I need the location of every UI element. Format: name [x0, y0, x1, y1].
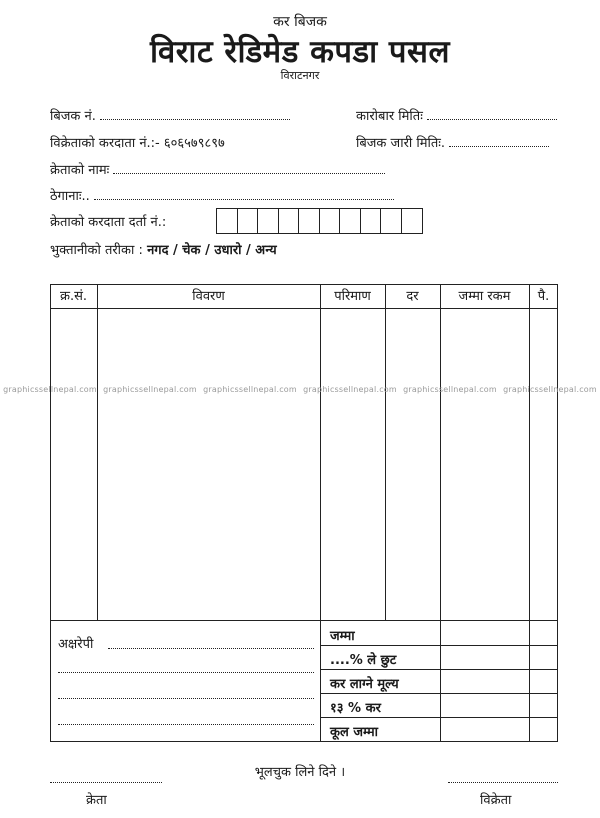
- header-rate: दर: [406, 289, 419, 304]
- buyer-pan-label: क्रेताको करदाता दर्ता नं.:: [50, 215, 167, 230]
- issue-date-dots: [449, 136, 549, 147]
- items-table: [50, 284, 558, 742]
- seller-pan-value: ६०६५७९८९७: [163, 136, 225, 151]
- header-paisa: पै.: [537, 289, 550, 304]
- doc-type: कर बिजक: [273, 14, 327, 30]
- col-divider: [385, 284, 386, 620]
- buyer-pan-field: [50, 212, 166, 230]
- pan-box[interactable]: [238, 209, 259, 233]
- footer-row-line: [320, 693, 558, 694]
- pan-box[interactable]: [361, 209, 382, 233]
- payment-method-field: [50, 240, 277, 258]
- amount-in-words-label: अक्षरेपी: [58, 637, 94, 652]
- payment-options[interactable]: नगद / चेक / उधारो / अन्य: [147, 243, 277, 258]
- col-divider: [320, 284, 321, 742]
- buyer-name-field[interactable]: [50, 160, 385, 178]
- city-name: विराटनगर: [280, 69, 320, 82]
- pan-box[interactable]: [381, 209, 402, 233]
- footer-taxable-value: कर लाग्ने मूल्य: [330, 677, 399, 692]
- buyer-signature-label: क्रेता: [86, 793, 107, 808]
- buyer-name-label: क्रेताको नामः: [50, 163, 110, 178]
- footer-grand-total: कूल जम्मा: [330, 725, 378, 740]
- amount-words-line[interactable]: [58, 698, 314, 699]
- seller-pan-label: विक्रेताको करदाता नं.:-: [50, 136, 160, 151]
- pan-box[interactable]: [320, 209, 341, 233]
- header-description: विवरण: [192, 289, 225, 304]
- amount-words-line[interactable]: [108, 648, 314, 649]
- invoice-no-field[interactable]: [50, 106, 290, 124]
- transaction-date-label: कारोबार मितिः: [356, 109, 423, 124]
- footer-vat: १३ % कर: [330, 701, 381, 716]
- buyer-signature-line[interactable]: [50, 782, 162, 783]
- payment-label: भुक्तानीको तरीका :: [50, 243, 143, 258]
- amount-words-line[interactable]: [58, 724, 314, 725]
- pan-box[interactable]: [279, 209, 300, 233]
- watermark: graphicssellnepal.com graphicssellnepal.com graphicssellnepal.com graphicssellnepal.com graphicssellnepal.com graphicssellnepal.com: [3, 385, 597, 394]
- pan-box[interactable]: [258, 209, 279, 233]
- errors-note: भूलचुक लिने दिने ।: [254, 765, 346, 780]
- transaction-date-field[interactable]: [356, 106, 557, 124]
- footer-row-line: [320, 669, 558, 670]
- pan-box[interactable]: [402, 209, 423, 233]
- transaction-date-dots: [427, 109, 557, 120]
- seller-signature-label: विक्रेता: [480, 793, 512, 808]
- address-dots: [94, 189, 394, 200]
- invoice-no-label: बिजक नं.: [50, 109, 96, 124]
- seller-pan-field: [50, 133, 225, 151]
- pan-box[interactable]: [299, 209, 320, 233]
- footer-row-line: [320, 717, 558, 718]
- amount-words-line[interactable]: [58, 672, 314, 673]
- footer-divider: [50, 620, 558, 621]
- header-sn: क्र.सं.: [59, 289, 88, 304]
- address-label: ठेगानाः..: [50, 189, 90, 204]
- footer-total: जम्मा: [330, 629, 355, 644]
- shop-name: विराट रेडिमेड कपडा पसल: [149, 34, 450, 70]
- pan-box[interactable]: [340, 209, 361, 233]
- col-divider: [440, 284, 441, 742]
- invoice-no-dots: [100, 109, 290, 120]
- pan-box[interactable]: [217, 209, 238, 233]
- col-divider: [529, 284, 530, 742]
- address-field[interactable]: [50, 186, 394, 204]
- col-divider: [97, 284, 98, 620]
- issue-date-label: बिजक जारी मितिः.: [356, 136, 446, 151]
- table-header-divider: [50, 308, 558, 309]
- header-amount: जम्मा रकम: [458, 289, 511, 304]
- buyer-name-dots: [113, 163, 385, 174]
- issue-date-field[interactable]: [356, 133, 549, 151]
- header-quantity: परिमाण: [334, 289, 371, 304]
- buyer-pan-boxes[interactable]: [216, 208, 423, 234]
- footer-row-line: [320, 645, 558, 646]
- footer-discount: ....% ले छुट: [330, 653, 397, 668]
- seller-signature-line[interactable]: [448, 782, 558, 783]
